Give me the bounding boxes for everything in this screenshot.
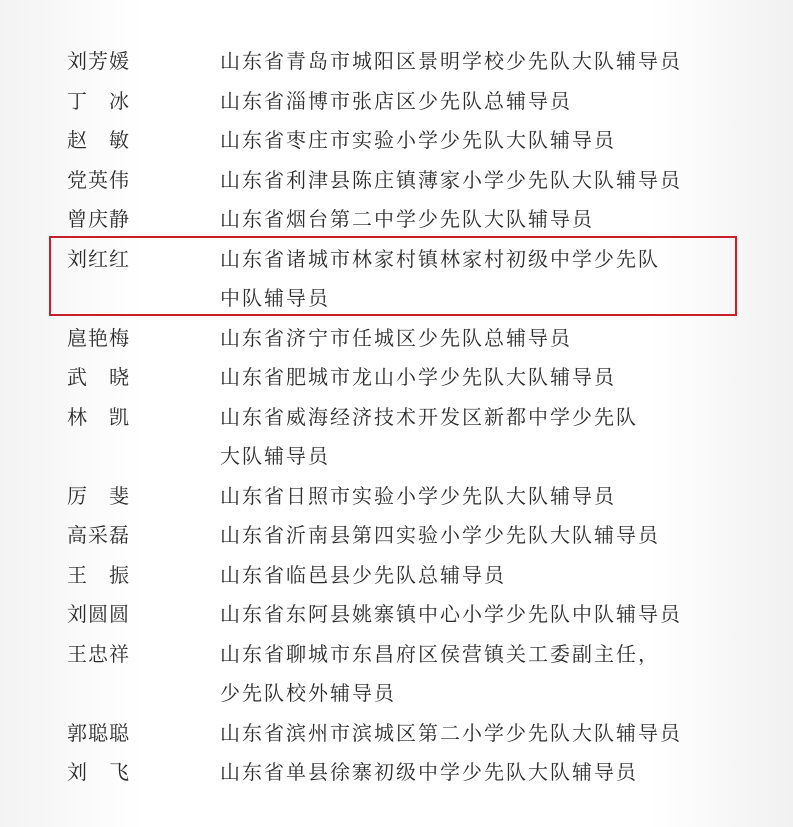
- affiliation-line: 山东省威海经济技术开发区新都中学少先队: [220, 404, 638, 429]
- person-name: 王忠祥: [67, 641, 130, 666]
- affiliation: [220, 556, 720, 596]
- person-name: 高采磊: [67, 523, 130, 547]
- list-item: [0, 240, 793, 319]
- affiliation: [220, 595, 720, 635]
- person-name: 刘 飞: [67, 760, 130, 784]
- affiliation-line: 山东省单县徐寨初级中学少先队大队辅导员: [220, 760, 638, 784]
- affiliation: [220, 161, 720, 201]
- list-item: [0, 477, 793, 517]
- list-item: [0, 753, 793, 793]
- affiliation-line: 山东省济宁市任城区少先队总辅导员: [220, 325, 572, 350]
- list-item: [0, 516, 793, 556]
- person-name: 刘红红: [67, 246, 130, 271]
- list-item: [0, 635, 793, 714]
- person-name: 曾庆静: [67, 207, 130, 231]
- affiliation: [220, 42, 720, 82]
- person-name: 厉 斐: [67, 483, 130, 508]
- person-name: 刘圆圆: [67, 602, 130, 626]
- affiliation-line: 山东省利津县陈庄镇薄家小学少先队大队辅导员: [220, 167, 682, 192]
- person-name: 党英伟: [67, 167, 130, 192]
- affiliation-line: 山东省烟台第二中学少先队大队辅导员: [220, 207, 594, 231]
- affiliation: [220, 753, 720, 793]
- person-name: 郭聪聪: [67, 720, 130, 745]
- list-item: [0, 714, 793, 754]
- affiliation: [220, 82, 720, 122]
- affiliation-line: 山东省聊城市东昌府区侯营镇关工委副主任，: [220, 641, 660, 666]
- affiliation: [220, 635, 720, 714]
- affiliation-line: 山东省青岛市城阳区景明学校少先队大队辅导员: [220, 49, 682, 73]
- list-item: [0, 398, 793, 477]
- affiliation-line: 山东省枣庄市实验小学少先队大队辅导员: [220, 128, 616, 152]
- affiliation: [220, 121, 720, 161]
- affiliation: [220, 477, 720, 517]
- affiliation-line: 山东省日照市实验小学少先队大队辅导员: [220, 483, 616, 508]
- list-item: [0, 200, 793, 240]
- person-name: 丁 冰: [67, 88, 130, 113]
- affiliation: [220, 398, 720, 477]
- person-name: 扈艳梅: [67, 325, 130, 350]
- person-name: 王 振: [67, 562, 130, 587]
- affiliation-line: 山东省滨州市滨城区第二小学少先队大队辅导员: [220, 720, 682, 745]
- affiliation: [220, 714, 720, 754]
- affiliation-line: 山东省临邑县少先队总辅导员: [220, 562, 506, 587]
- affiliation: [220, 200, 720, 240]
- list-item: [0, 358, 793, 398]
- list-item: [0, 121, 793, 161]
- affiliation-line: 山东省诸城市林家村镇林家村初级中学少先队: [220, 246, 660, 271]
- list-item: [0, 595, 793, 635]
- affiliation: [220, 516, 720, 556]
- person-name: 赵 敏: [67, 128, 130, 152]
- list-item: [0, 319, 793, 359]
- person-name: 林 凯: [67, 404, 130, 429]
- list-item: [0, 161, 793, 201]
- list-item: [0, 556, 793, 596]
- list-item: [0, 42, 793, 82]
- affiliation-line: 大队辅导员: [220, 444, 330, 468]
- list-item: [0, 82, 793, 122]
- person-name: 刘芳媛: [67, 49, 130, 73]
- affiliation-line: 山东省沂南县第四实验小学少先队大队辅导员: [220, 523, 660, 547]
- affiliation-line: 中队辅导员: [220, 286, 330, 310]
- affiliation-line: 少先队校外辅导员: [220, 681, 396, 705]
- affiliation: [220, 319, 720, 359]
- honor-list: [0, 42, 793, 793]
- affiliation-line: 山东省东阿县姚寨镇中心小学少先队中队辅导员: [220, 602, 682, 626]
- person-name: 武 晓: [67, 365, 130, 389]
- affiliation-line: 山东省淄博市张店区少先队总辅导员: [220, 88, 572, 113]
- affiliation: [220, 240, 720, 319]
- affiliation: [220, 358, 720, 398]
- affiliation-line: 山东省肥城市龙山小学少先队大队辅导员: [220, 365, 616, 389]
